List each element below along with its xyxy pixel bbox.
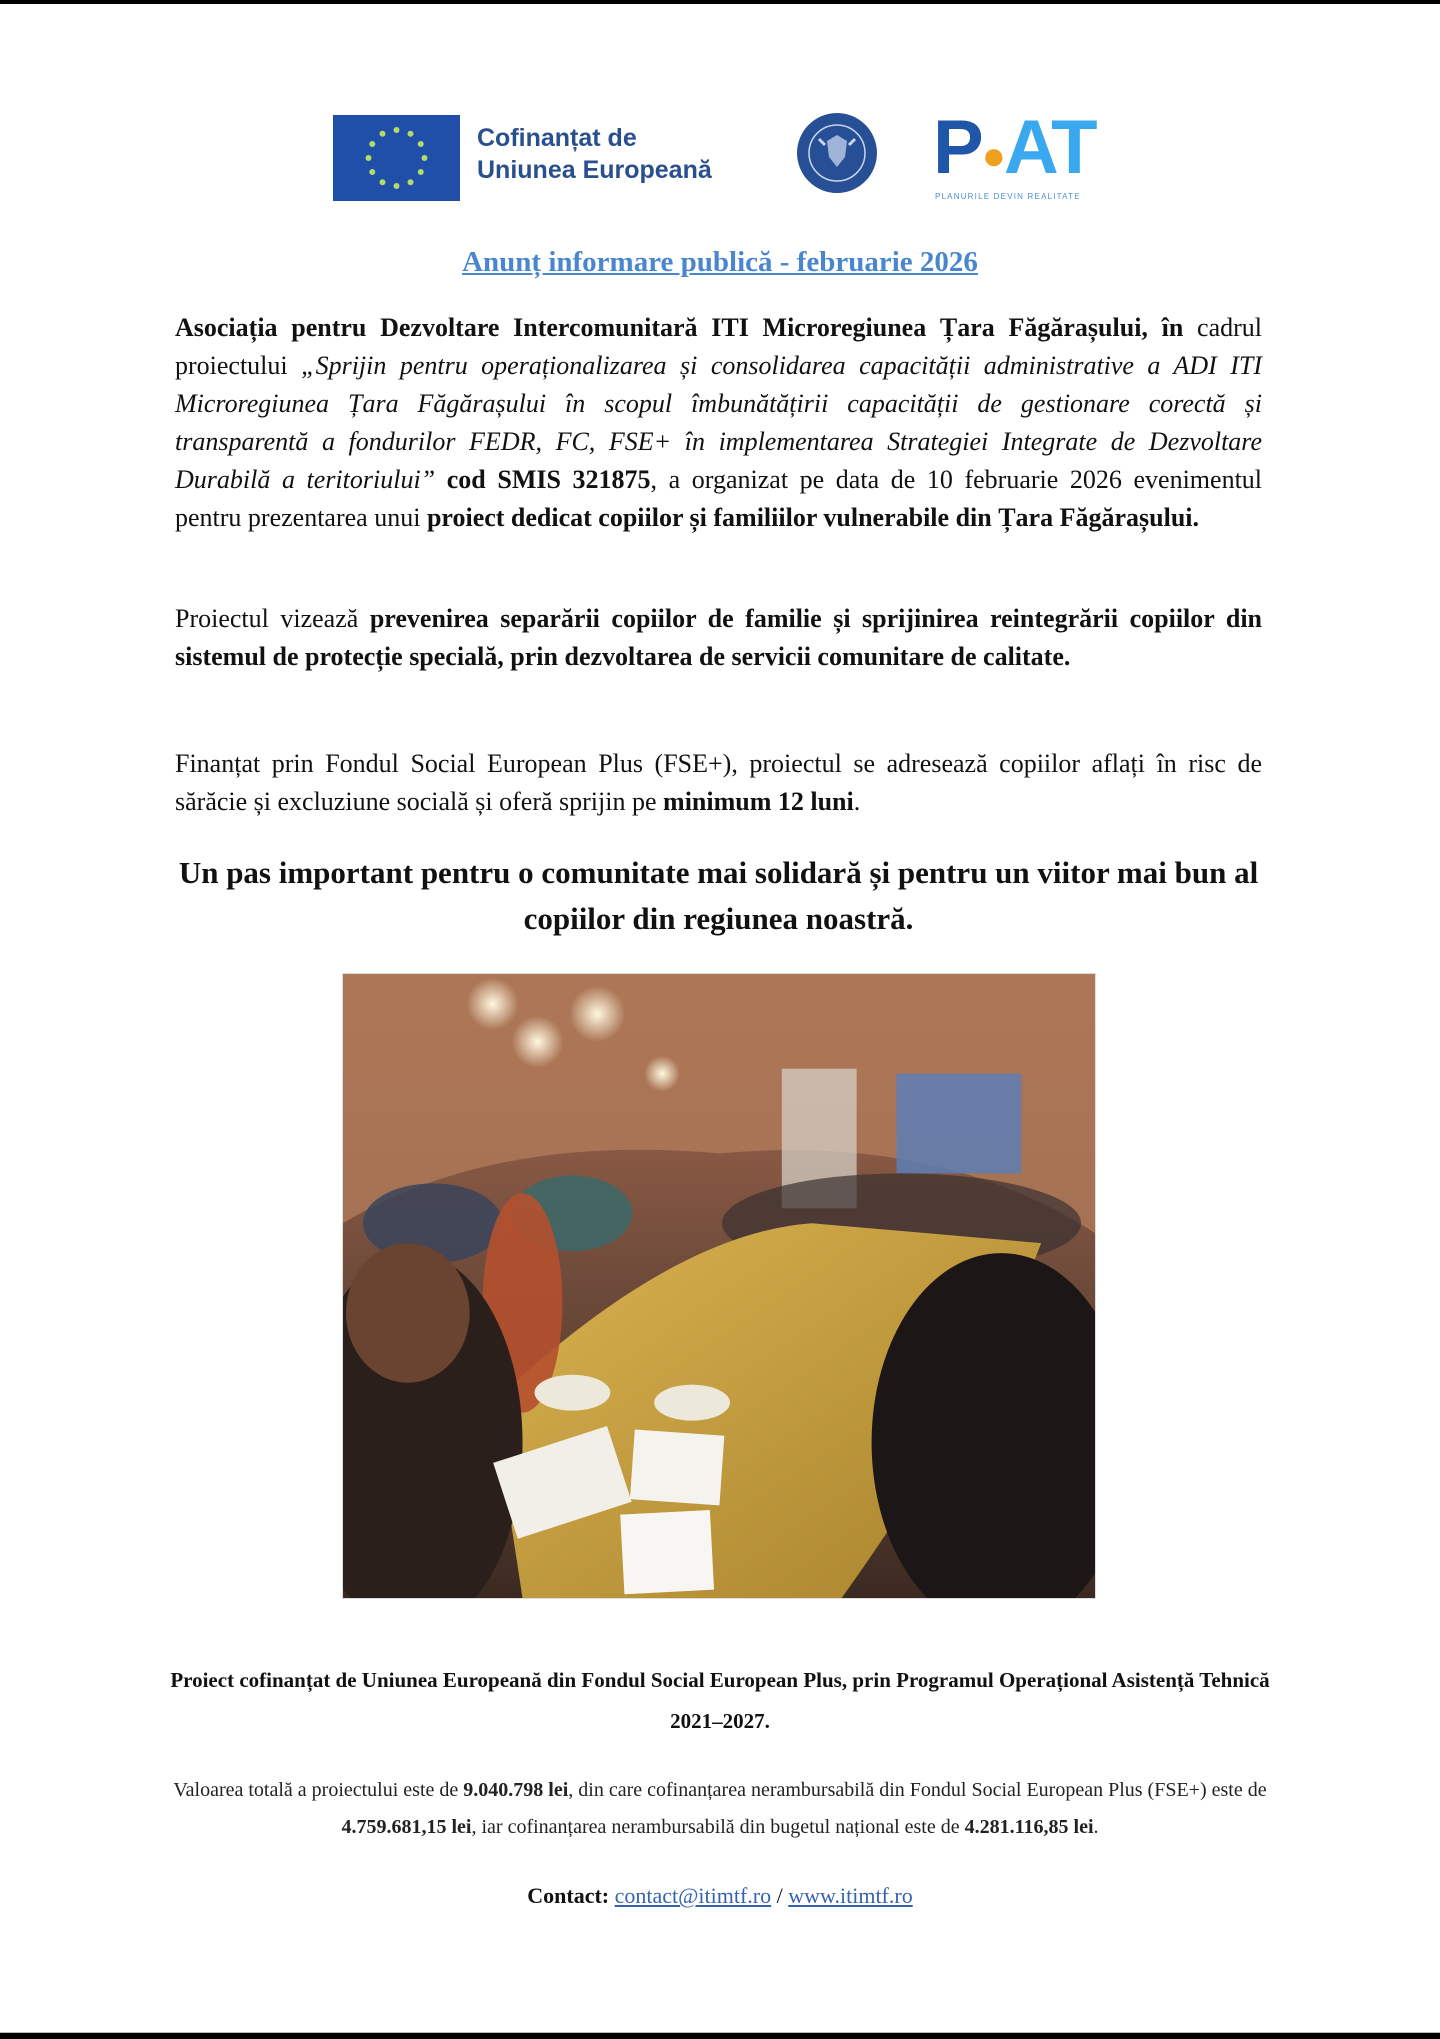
eu-logo-line-1: Cofinanțat de	[477, 124, 637, 152]
eu-star-icon	[380, 131, 386, 137]
website-link[interactable]: www.itimtf.ro	[788, 1883, 913, 1908]
eu-star-icon	[408, 179, 414, 185]
text: Proiectul vizează	[175, 604, 370, 633]
fse-value: 4.759.681,15 lei	[341, 1816, 472, 1838]
association-name: Asociația pentru Dezvoltare Intercomunitară ITI Microregiunea Țara Făgărașului, în	[175, 313, 1184, 342]
poat-logo-mark: P●AT	[933, 105, 1096, 190]
eu-star-icon	[418, 141, 424, 147]
contact-email-link[interactable]: contact@itimtf.ro	[614, 1883, 772, 1908]
project-value-statement	[150, 1772, 1290, 1846]
contact-line	[0, 1880, 1440, 1912]
eu-star-icon	[369, 141, 375, 147]
total-value: 9.040.798 lei	[463, 1779, 569, 1801]
eu-logo-line-2: Uniunea Europeană	[477, 156, 712, 184]
eu-star-icon	[394, 183, 400, 189]
text: , a organizat pe data de 10 februarie 2026 evenimentul pentru prezentarea unui	[175, 465, 1263, 532]
poat-tagline: PLANURILE DEVIN REALITATE	[935, 192, 1081, 201]
text: .	[853, 787, 861, 816]
objective-highlight: prevenirea separării copiilor de familie și sprijinirea reintegrării copiilor din sistemul de protecție specială, prin dezvoltarea de servicii comunitare de calitate.	[175, 604, 1262, 671]
text: , iar cofinanțarea nerambursabilă din bugetul național este de	[471, 1816, 965, 1838]
cofinance-statement: Proiect cofinanțat de Uniunea Europeană din Fondul Social European Plus, prin Programul Operațional Asistență Tehnică 2021–2027.	[170, 1668, 1270, 1733]
paragraph-event	[175, 309, 1262, 537]
top-border	[0, 0, 1440, 4]
eu-star-icon	[366, 155, 372, 161]
eu-star-icon	[380, 179, 386, 185]
eu-star-icon	[418, 169, 424, 175]
text: cadrul proiectului	[175, 313, 1262, 380]
bottom-border	[0, 2032, 1440, 2039]
duration-highlight: minimum 12 luni	[663, 787, 854, 816]
header-logos	[333, 105, 1113, 202]
text: .	[1093, 1816, 1099, 1838]
romanian-government-seal-logo	[795, 111, 879, 195]
project-title: „Sprijin pentru operaționalizarea și consolidarea capacității administrative a ADI ITI Microregiunea Țara Făgărașului în scopul îmbunătățirii capacității de gestionare corectă și transparentă a fondurilor FEDR, FC, FSE+ în implementarea Strategiei Integrate de Dezvoltare Durabilă a teritoriului”	[175, 351, 1262, 494]
eu-logo-text	[477, 122, 712, 186]
eu-star-icon	[369, 169, 375, 175]
event-photo	[342, 973, 1096, 1599]
poat-logo	[933, 105, 1113, 204]
text: Finanțat prin Fondul Social European Plus (FSE+), proiectul se adresează copiilor aflați în risc de sărăcie și excluziune socială și oferă sprijin pe	[175, 749, 1262, 816]
contact-label: Contact:	[527, 1883, 610, 1908]
smis-code: cod SMIS 321875	[435, 465, 651, 494]
eu-star-icon	[394, 127, 400, 133]
eu-star-icon	[422, 155, 428, 161]
contact-separator: /	[771, 1883, 789, 1908]
national-value: 4.281.116,85 lei	[964, 1816, 1094, 1838]
eu-flag-logo	[333, 115, 460, 201]
project-highlight: proiect dedicat copiilor și familiilor vulnerabile din Țara Făgărașului.	[426, 503, 1200, 532]
paragraph-funding	[175, 745, 1262, 821]
text: Valoarea totală a proiectului este de	[173, 1779, 464, 1801]
slogan-heading: Un pas important pentru o comunitate mai solidară și pentru un viitor mai bun al copiilor din regiunea noastră.	[178, 855, 1259, 936]
paragraph-objective	[175, 600, 1262, 676]
eu-star-icon	[408, 131, 414, 137]
text: , din care cofinanțarea nerambursabilă din Fondul Social European Plus (FSE+) este de	[568, 1779, 1267, 1801]
page-title: Anunț informare publică - februarie 2026	[462, 246, 978, 278]
